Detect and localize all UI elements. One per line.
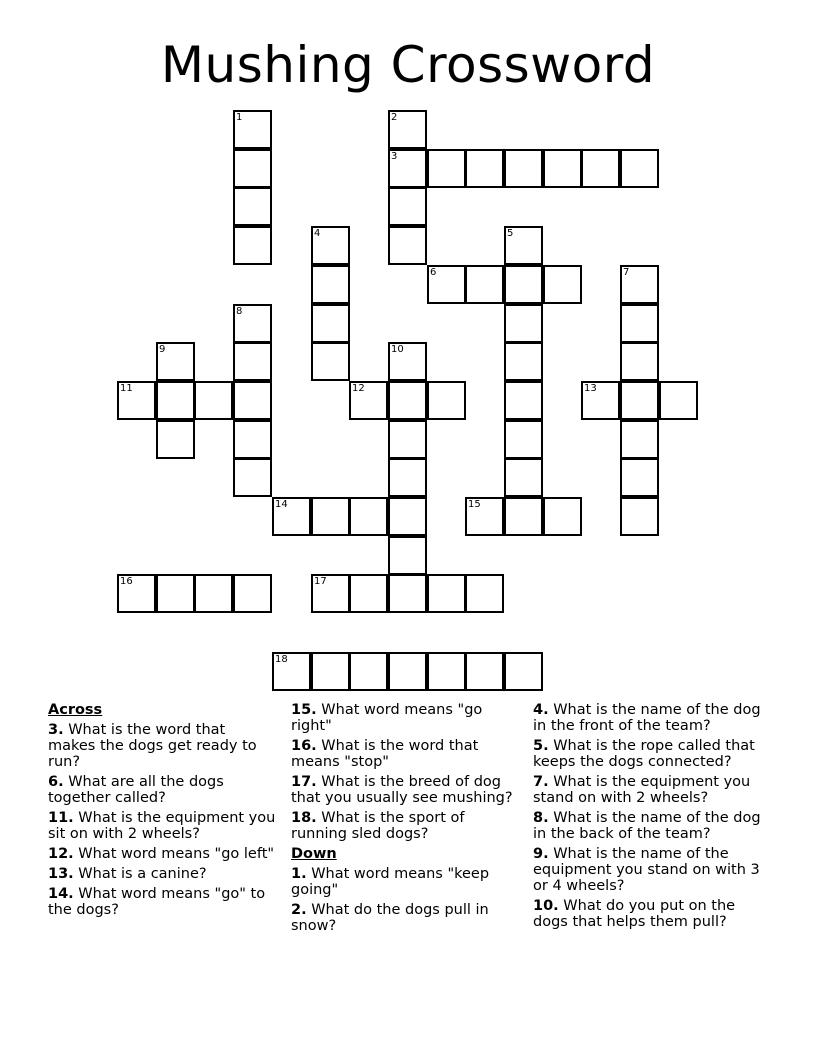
crossword-cell[interactable] [117,574,156,613]
crossword-cell[interactable] [504,226,543,265]
clue-text: What do the dogs pull in snow? [291,902,489,934]
clue-number: 2. [291,902,307,918]
crossword-cell[interactable] [156,342,195,381]
cell-number: 9 [159,344,166,355]
clue-number: 5. [533,738,549,754]
crossword-cell[interactable] [233,574,272,613]
crossword-cell[interactable] [388,458,427,497]
down-clue [533,810,761,842]
down-clue [533,738,761,770]
down-clue [533,702,761,734]
crossword-cell[interactable] [543,497,582,536]
cell-number: 14 [275,499,288,510]
crossword-cell[interactable] [427,381,466,420]
crossword-cell[interactable] [504,458,543,497]
cell-number: 2 [391,112,398,123]
crossword-cell[interactable] [388,110,427,149]
clue-number: 3. [48,722,64,738]
across-clue [291,702,519,734]
cell-number: 4 [314,228,321,239]
clues-column-2 [291,702,519,938]
cell-number: 8 [236,306,243,317]
cell-number: 6 [430,267,437,278]
clue-text: What is the rope called that keeps the dogs connected? [533,738,755,770]
clue-text: What do you put on the dogs that helps them pull? [533,898,736,930]
clue-number: 11. [48,810,74,826]
crossword-cell[interactable] [620,304,659,343]
crossword-cell[interactable] [504,381,543,420]
crossword-cell[interactable] [156,381,195,420]
clue-number: 6. [48,774,64,790]
down-clue [533,898,761,930]
crossword-cell[interactable] [504,497,543,536]
across-clue [48,886,276,918]
across-clue [48,722,276,770]
clue-text: What is the name of the dog in the front of the team? [533,702,761,734]
crossword-cell[interactable] [465,149,504,188]
crossword-cell[interactable] [311,265,350,304]
crossword-cell[interactable] [349,381,388,420]
down-clue [533,846,761,894]
crossword-cell[interactable] [233,458,272,497]
crossword-cell[interactable] [311,652,350,691]
crossword-cell[interactable] [156,420,195,459]
down-clue [291,866,519,898]
clue-number: 4. [533,702,549,718]
across-clue [291,774,519,806]
crossword-cell[interactable] [388,536,427,575]
cell-number: 18 [275,654,288,665]
crossword-cell[interactable] [543,149,582,188]
crossword-cell[interactable] [117,381,156,420]
clue-text: What is the name of the dog in the back of the team? [533,810,761,842]
crossword-cell[interactable] [581,381,620,420]
crossword-cell[interactable] [388,149,427,188]
crossword-cell[interactable] [233,226,272,265]
crossword-cell[interactable] [504,420,543,459]
crossword-cell[interactable] [272,652,311,691]
crossword-cell[interactable] [233,381,272,420]
clue-text: What word means "go" to the dogs? [48,886,266,918]
crossword-cell[interactable] [156,574,195,613]
clue-text: What is the word that means "stop" [291,738,479,770]
clue-number: 8. [533,810,549,826]
clue-text: What is the equipment you sit on with 2 wheels? [48,810,276,842]
page-title: Mushing Crossword [160,36,656,94]
clues-column-3 [533,702,761,934]
crossword-cell[interactable] [233,420,272,459]
clue-number: 17. [291,774,317,790]
crossword-cell[interactable] [272,497,311,536]
crossword-cell[interactable] [349,497,388,536]
crossword-cell[interactable] [620,497,659,536]
cell-number: 7 [623,267,630,278]
crossword-cell[interactable] [620,458,659,497]
crossword-cell[interactable] [388,574,427,613]
clue-number: 16. [291,738,317,754]
cell-number: 13 [584,383,597,394]
crossword-cell[interactable] [504,652,543,691]
clue-number: 12. [48,846,74,862]
down-clue [291,902,519,934]
crossword-cell[interactable] [311,342,350,381]
crossword-cell[interactable] [388,497,427,536]
cell-number: 15 [468,499,481,510]
crossword-cell[interactable] [349,652,388,691]
cell-number: 1 [236,112,243,123]
down-clue [533,774,761,806]
cell-number: 17 [314,576,327,587]
crossword-cell[interactable] [427,574,466,613]
cell-number: 16 [120,576,133,587]
clue-text: What is the sport of running sled dogs? [291,810,465,842]
clue-number: 9. [533,846,549,862]
crossword-cell[interactable] [311,304,350,343]
crossword-cell[interactable] [388,226,427,265]
clues-column-1 [48,702,276,922]
crossword-cell[interactable] [465,574,504,613]
clue-text: What word means "go right" [291,702,483,734]
crossword-cell[interactable] [233,110,272,149]
crossword-cell[interactable] [233,304,272,343]
clue-text: What word means "go left" [73,846,275,862]
cell-number: 3 [391,151,398,162]
crossword-cell[interactable] [388,381,427,420]
crossword-cell[interactable] [659,381,698,420]
crossword-cell[interactable] [194,574,233,613]
crossword-cell[interactable] [233,342,272,381]
clue-number: 10. [533,898,559,914]
crossword-cell[interactable] [620,420,659,459]
crossword-cell[interactable] [620,265,659,304]
crossword-cell[interactable] [504,265,543,304]
crossword-cell[interactable] [194,381,233,420]
crossword-cell[interactable] [620,381,659,420]
crossword-cell[interactable] [465,265,504,304]
crossword-cell[interactable] [427,149,466,188]
crossword-cell[interactable] [465,652,504,691]
crossword-cell[interactable] [504,304,543,343]
across-heading: Across [48,702,103,718]
crossword-cell[interactable] [427,652,466,691]
crossword-cell[interactable] [620,149,659,188]
crossword-cell[interactable] [543,265,582,304]
clue-text: What is the equipment you stand on with 2 wheels? [533,774,751,806]
clue-number: 14. [48,886,74,902]
clue-number: 7. [533,774,549,790]
across-clue [48,846,276,862]
crossword-cell[interactable] [388,420,427,459]
crossword-cell[interactable] [581,149,620,188]
clue-text: What is the name of the equipment you stand on with 3 or 4 wheels? [533,846,760,894]
crossword-cell[interactable] [349,574,388,613]
crossword-cell[interactable] [311,226,350,265]
crossword-cell[interactable] [504,342,543,381]
crossword-cell[interactable] [388,652,427,691]
cell-number: 5 [507,228,514,239]
clue-text: What is the word that makes the dogs get ready to run? [48,722,257,770]
cell-number: 11 [120,383,133,394]
crossword-cell[interactable] [465,497,504,536]
clue-number: 13. [48,866,74,882]
clue-text: What are all the dogs together called? [48,774,224,806]
across-clue [291,810,519,842]
across-clue [48,774,276,806]
across-clue [48,866,276,882]
crossword-cell[interactable] [311,497,350,536]
down-heading: Down [291,846,337,862]
across-clue [291,738,519,770]
across-clue [48,810,276,842]
crossword-cell[interactable] [388,342,427,381]
crossword-cell[interactable] [233,187,272,226]
crossword-cell[interactable] [504,149,543,188]
clue-text: What is the breed of dog that you usually see mushing? [291,774,513,806]
clue-text: What is a canine? [73,866,207,882]
crossword-cell[interactable] [620,342,659,381]
crossword-cell[interactable] [427,265,466,304]
crossword-cell[interactable] [311,574,350,613]
cell-number: 12 [352,383,365,394]
crossword-cell[interactable] [233,149,272,188]
clue-number: 1. [291,866,307,882]
clue-number: 18. [291,810,317,826]
cell-number: 10 [391,344,404,355]
crossword-cell[interactable] [388,187,427,226]
clue-text: What word means "keep going" [291,866,490,898]
clue-number: 15. [291,702,317,718]
